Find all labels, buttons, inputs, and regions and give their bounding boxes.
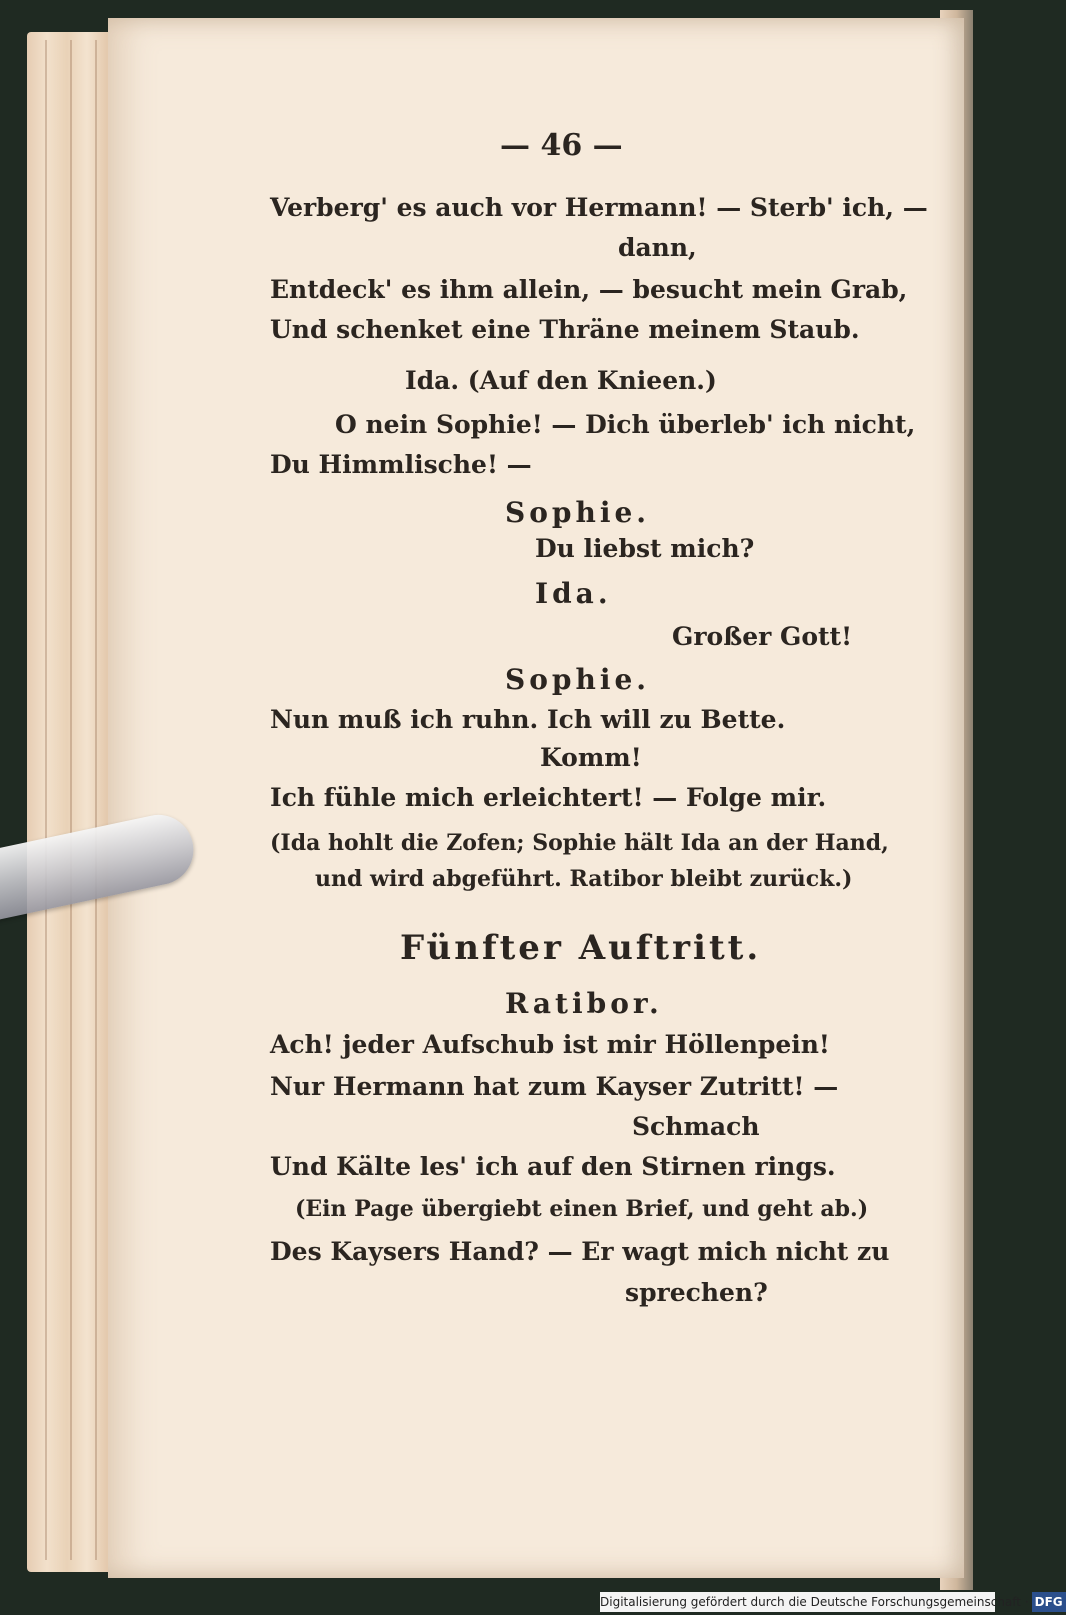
credit-text: Digitalisierung gefördert durch die Deutsche Forschungsgemeinschaft · <box>600 1595 1029 1609</box>
page-number: — 46 — <box>500 128 623 163</box>
verse-line: Verberg' es auch vor Hermann! — Sterb' ich, — <box>270 193 928 222</box>
verse-line: Entdeck' es ihm allein, — besucht mein Grab, <box>270 275 908 304</box>
speaker-name: Ratibor. <box>505 987 663 1020</box>
verse-line: Nur Hermann hat zum Kayser Zutritt! — <box>270 1072 839 1101</box>
dfg-logo: DFG <box>1032 1592 1066 1612</box>
verse-line: O nein Sophie! — Dich überleb' ich nicht, <box>335 410 916 439</box>
speaker-name: Sophie. <box>505 496 651 529</box>
verse-line: Nun muß ich ruhn. Ich will zu Bette. <box>270 705 786 734</box>
verse-line: Komm! <box>540 743 642 772</box>
scene-heading: Fünfter Auftritt. <box>400 928 762 968</box>
verse-line: Ach! jeder Aufschub ist mir Höllenpein! <box>270 1030 830 1059</box>
page-edge-line <box>70 40 72 1560</box>
verse-line: Schmach <box>632 1112 760 1141</box>
stage-direction: (Ida hohlt die Zofen; Sophie hält Ida an der Hand, <box>270 830 889 856</box>
verse-line: Und schenket eine Thräne meinem Staub. <box>270 315 860 344</box>
page-edge-line <box>95 40 97 1560</box>
stage-direction: und wird abgeführt. Ratibor bleibt zurück.) <box>315 866 853 892</box>
speaker-with-stage-direction: Ida. (Auf den Knieen.) <box>405 366 717 395</box>
speaker-name: Sophie. <box>505 663 651 696</box>
verse-line: Du Himmlische! — <box>270 450 532 479</box>
verse-line: Ich fühle mich erleichtert! — Folge mir. <box>270 783 827 812</box>
digitization-credit <box>600 1592 1063 1612</box>
stage-direction: (Ein Page übergiebt einen Brief, und geht ab.) <box>295 1196 869 1222</box>
verse-line: sprechen? <box>625 1278 768 1307</box>
verse-line: Großer Gott! <box>672 622 853 651</box>
verse-line: Des Kaysers Hand? — Er wagt mich nicht zu <box>270 1237 890 1266</box>
verse-line: Du liebst mich? <box>535 534 755 563</box>
page-edge-line <box>45 40 47 1560</box>
verse-line: dann, <box>618 233 697 262</box>
verse-line: Und Kälte les' ich auf den Stirnen rings. <box>270 1152 836 1181</box>
speaker-name: Ida. <box>535 577 612 610</box>
